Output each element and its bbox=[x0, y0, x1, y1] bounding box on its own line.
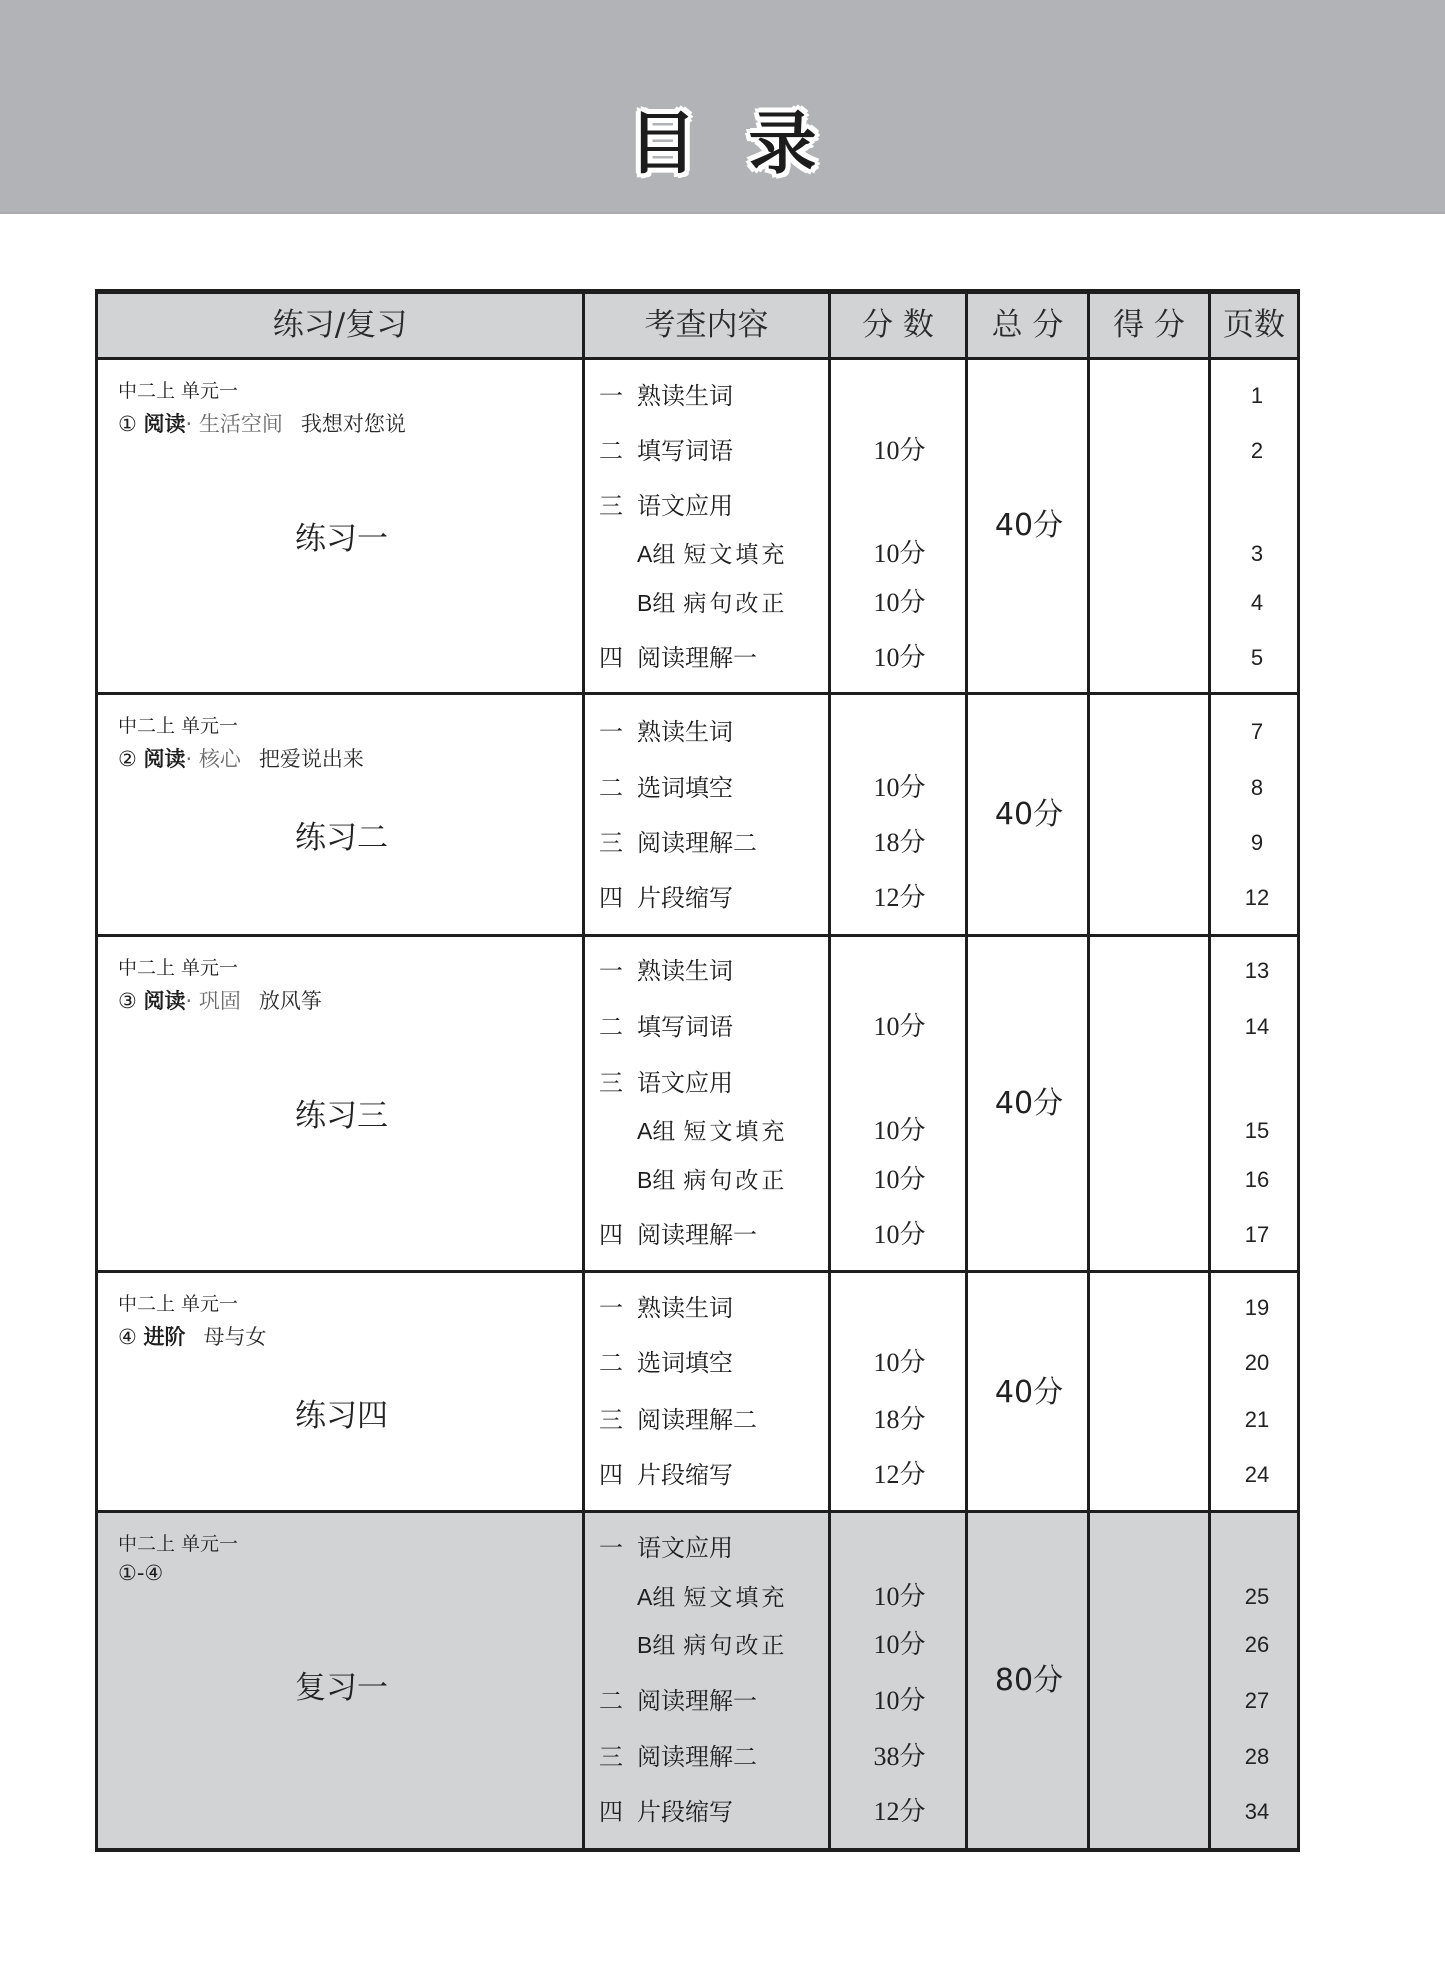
item-number: 二 bbox=[599, 437, 623, 465]
item-number: 四 bbox=[599, 1798, 623, 1826]
group-label: B组 bbox=[637, 1167, 676, 1193]
subitem-text: 病句改正 bbox=[683, 1633, 788, 1659]
item-score bbox=[831, 381, 968, 411]
table-header bbox=[98, 294, 1297, 360]
article-title: 我想对您说 bbox=[300, 412, 406, 436]
content-subitem bbox=[637, 1116, 787, 1146]
page-number: 16 bbox=[1244, 1167, 1270, 1192]
item-score: 10分 bbox=[873, 1165, 926, 1194]
item-score bbox=[831, 491, 968, 521]
item-score: 10分 bbox=[873, 1116, 926, 1145]
page-number: 26 bbox=[1244, 1632, 1270, 1657]
item-score: 10分 bbox=[873, 1220, 926, 1249]
page-number: 25 bbox=[1244, 1584, 1270, 1609]
earned-score-field[interactable] bbox=[1090, 1086, 1211, 1122]
item-score: 12分 bbox=[873, 883, 926, 912]
table-row bbox=[98, 937, 1297, 1273]
unit-label: 中二上 单元一 bbox=[118, 715, 239, 737]
content-item bbox=[599, 717, 733, 747]
item-number: 一 bbox=[599, 957, 623, 985]
exercise-label: 练习三 bbox=[295, 1098, 388, 1134]
content-item bbox=[599, 381, 733, 411]
item-score: 10分 bbox=[873, 1348, 926, 1377]
earned-score-field[interactable] bbox=[1090, 1663, 1211, 1699]
group-label: A组 bbox=[637, 1118, 676, 1144]
item-number: 一 bbox=[599, 1534, 623, 1562]
group-label: A组 bbox=[637, 541, 676, 567]
unit-label: 中二上 单元一 bbox=[118, 957, 239, 979]
header-exercise: 练习/复习 bbox=[98, 294, 585, 357]
content-item bbox=[599, 956, 733, 986]
lesson-marker: ④ bbox=[118, 1325, 137, 1349]
exercise-label: 复习一 bbox=[295, 1670, 388, 1706]
item-number: 三 bbox=[599, 829, 623, 857]
lesson-line bbox=[118, 1561, 181, 1585]
item-number: 一 bbox=[599, 1294, 623, 1322]
item-score: 10分 bbox=[873, 1630, 926, 1659]
item-number: 三 bbox=[599, 1743, 623, 1771]
lesson-sub: · 核心 bbox=[185, 747, 241, 771]
content-item bbox=[599, 1460, 733, 1490]
lesson-marker: ② bbox=[118, 747, 137, 771]
lesson-marker: ①-④ bbox=[118, 1561, 164, 1585]
subitem-text: 短文填充 bbox=[683, 1585, 788, 1611]
page-number: 14 bbox=[1244, 1014, 1270, 1039]
item-number: 二 bbox=[599, 1349, 623, 1377]
item-text: 填写词语 bbox=[637, 1013, 733, 1041]
page-number bbox=[1211, 1533, 1303, 1563]
item-number: 二 bbox=[599, 774, 623, 802]
content-item bbox=[599, 491, 733, 521]
lesson-kind: 阅读 bbox=[143, 747, 186, 771]
unit-label: 中二上 单元一 bbox=[118, 380, 239, 402]
page-number: 28 bbox=[1244, 1744, 1270, 1769]
group-label: B组 bbox=[637, 1632, 676, 1658]
table-row bbox=[98, 360, 1297, 695]
page-number: 15 bbox=[1244, 1118, 1270, 1143]
content-item bbox=[599, 1533, 733, 1563]
item-number: 四 bbox=[599, 644, 623, 672]
lesson-line bbox=[118, 743, 364, 773]
item-text: 熟读生词 bbox=[637, 382, 733, 410]
group-label: B组 bbox=[637, 590, 676, 616]
content-item bbox=[599, 1797, 733, 1827]
item-score: 10分 bbox=[873, 1012, 926, 1041]
subitem-text: 病句改正 bbox=[683, 1168, 788, 1194]
page-number: 5 bbox=[1250, 645, 1264, 670]
unit-label: 中二上 单元一 bbox=[118, 1293, 239, 1315]
item-number: 三 bbox=[599, 1406, 623, 1434]
item-number: 四 bbox=[599, 1221, 623, 1249]
page-number: 12 bbox=[1244, 885, 1270, 910]
item-score: 18分 bbox=[873, 828, 926, 857]
item-text: 阅读理解一 bbox=[637, 1221, 757, 1249]
item-score: 12分 bbox=[873, 1460, 926, 1489]
lesson-kind: 阅读 bbox=[143, 412, 186, 436]
page-number: 1 bbox=[1250, 383, 1264, 408]
page-number: 20 bbox=[1244, 1350, 1270, 1375]
lesson-kind: 阅读 bbox=[143, 989, 186, 1013]
item-score: 10分 bbox=[873, 1582, 926, 1611]
content-subitem bbox=[637, 1582, 787, 1612]
item-score: 38分 bbox=[873, 1742, 926, 1771]
lesson-marker: ① bbox=[118, 412, 137, 436]
item-score: 10分 bbox=[873, 436, 926, 465]
item-text: 熟读生词 bbox=[637, 1294, 733, 1322]
item-text: 片段缩写 bbox=[637, 1461, 733, 1489]
item-score: 10分 bbox=[873, 539, 926, 568]
content-subitem bbox=[637, 1165, 787, 1195]
page-number: 17 bbox=[1244, 1222, 1270, 1247]
item-text: 选词填空 bbox=[637, 774, 733, 802]
total-score: 40分 bbox=[994, 1086, 1064, 1121]
item-score: 10分 bbox=[873, 588, 926, 617]
header-earned: 得 分 bbox=[1090, 294, 1211, 357]
content-item bbox=[599, 1293, 733, 1323]
page-number: 24 bbox=[1244, 1462, 1270, 1487]
lesson-sub: · 生活空间 bbox=[185, 412, 283, 436]
item-text: 熟读生词 bbox=[637, 718, 733, 746]
content-item bbox=[599, 1012, 733, 1042]
header-score: 分 数 bbox=[831, 294, 968, 357]
page-number: 8 bbox=[1250, 775, 1264, 800]
item-text: 片段缩写 bbox=[637, 1798, 733, 1826]
item-text: 阅读理解二 bbox=[637, 1406, 757, 1434]
content-item bbox=[599, 1405, 757, 1435]
exercise-label: 练习一 bbox=[295, 521, 388, 557]
item-text: 阅读理解二 bbox=[637, 1743, 757, 1771]
subitem-text: 短文填充 bbox=[683, 542, 788, 568]
page-number: 21 bbox=[1244, 1407, 1270, 1432]
item-score: 10分 bbox=[873, 773, 926, 802]
total-score: 40分 bbox=[994, 508, 1064, 543]
lesson-line bbox=[118, 985, 322, 1015]
item-text: 熟读生词 bbox=[637, 957, 733, 985]
page-title: 目录 bbox=[628, 105, 869, 184]
item-number: 二 bbox=[599, 1013, 623, 1041]
article-title: 放风筝 bbox=[258, 989, 322, 1013]
page-number: 34 bbox=[1244, 1799, 1270, 1824]
earned-score-field[interactable] bbox=[1090, 508, 1211, 544]
item-text: 填写词语 bbox=[637, 437, 733, 465]
exercise-label: 练习二 bbox=[295, 820, 388, 856]
lesson-line bbox=[118, 1321, 267, 1351]
content-item bbox=[599, 1220, 757, 1250]
item-text: 阅读理解二 bbox=[637, 829, 757, 857]
article-title: 母与女 bbox=[203, 1325, 267, 1349]
content-subitem bbox=[637, 1630, 787, 1660]
content-item bbox=[599, 1686, 757, 1716]
table-row bbox=[98, 1513, 1297, 1848]
item-number: 四 bbox=[599, 1461, 623, 1489]
earned-score-field[interactable] bbox=[1090, 1375, 1211, 1411]
lesson-sub: · 巩固 bbox=[185, 989, 241, 1013]
content-item bbox=[599, 828, 757, 858]
item-number: 二 bbox=[599, 1687, 623, 1715]
content-item bbox=[599, 436, 733, 466]
page-number: 13 bbox=[1244, 958, 1270, 983]
item-score: 10分 bbox=[873, 1686, 926, 1715]
page-number: 4 bbox=[1250, 590, 1264, 615]
article-title: 把爱说出来 bbox=[258, 747, 364, 771]
item-text: 阅读理解一 bbox=[637, 1687, 757, 1715]
item-score bbox=[831, 1068, 968, 1098]
item-score bbox=[831, 956, 968, 986]
item-score: 18分 bbox=[873, 1405, 926, 1434]
item-text: 语文应用 bbox=[637, 1069, 733, 1097]
item-text: 阅读理解一 bbox=[637, 644, 757, 672]
content-item bbox=[599, 773, 733, 803]
item-text: 片段缩写 bbox=[637, 884, 733, 912]
item-number: 三 bbox=[599, 1069, 623, 1097]
page-number: 7 bbox=[1250, 719, 1264, 744]
item-number: 三 bbox=[599, 492, 623, 520]
lesson-line bbox=[118, 408, 406, 438]
item-number: 一 bbox=[599, 382, 623, 410]
exercise-label: 练习四 bbox=[295, 1398, 388, 1434]
item-number: 一 bbox=[599, 718, 623, 746]
content-item bbox=[599, 1742, 757, 1772]
content-item bbox=[599, 643, 757, 673]
total-score: 80分 bbox=[994, 1663, 1064, 1698]
lesson-kind: 进阶 bbox=[143, 1325, 186, 1349]
earned-score-field[interactable] bbox=[1090, 797, 1211, 833]
page-number bbox=[1211, 491, 1303, 521]
item-text: 语文应用 bbox=[637, 492, 733, 520]
page-number: 19 bbox=[1244, 1295, 1270, 1320]
total-score: 40分 bbox=[994, 797, 1064, 832]
item-score: 10分 bbox=[873, 643, 926, 672]
page-number: 9 bbox=[1250, 830, 1264, 855]
content-item bbox=[599, 1068, 733, 1098]
table-row bbox=[98, 695, 1297, 937]
page-number: 3 bbox=[1250, 541, 1264, 566]
table-row bbox=[98, 1273, 1297, 1513]
item-text: 选词填空 bbox=[637, 1349, 733, 1377]
subitem-text: 短文填充 bbox=[683, 1119, 788, 1145]
content-subitem bbox=[637, 539, 787, 569]
item-number: 四 bbox=[599, 884, 623, 912]
content-subitem bbox=[637, 588, 787, 618]
page-number: 2 bbox=[1250, 438, 1264, 463]
content-item bbox=[599, 883, 733, 913]
item-score bbox=[831, 1533, 968, 1563]
content-item bbox=[599, 1348, 733, 1378]
total-score: 40分 bbox=[994, 1375, 1064, 1410]
lesson-marker: ③ bbox=[118, 989, 137, 1013]
table-of-contents bbox=[95, 289, 1300, 1852]
page-number bbox=[1211, 1068, 1303, 1098]
header-content: 考查内容 bbox=[585, 294, 831, 357]
subitem-text: 病句改正 bbox=[683, 591, 788, 617]
item-score: 12分 bbox=[873, 1797, 926, 1826]
header-page: 页数 bbox=[1223, 307, 1285, 343]
item-score bbox=[831, 1293, 968, 1323]
group-label: A组 bbox=[637, 1584, 676, 1610]
header-total: 总 分 bbox=[968, 294, 1090, 357]
page-number: 27 bbox=[1244, 1688, 1270, 1713]
unit-label: 中二上 单元一 bbox=[118, 1533, 239, 1555]
item-score bbox=[831, 717, 968, 747]
item-text: 语文应用 bbox=[637, 1534, 733, 1562]
